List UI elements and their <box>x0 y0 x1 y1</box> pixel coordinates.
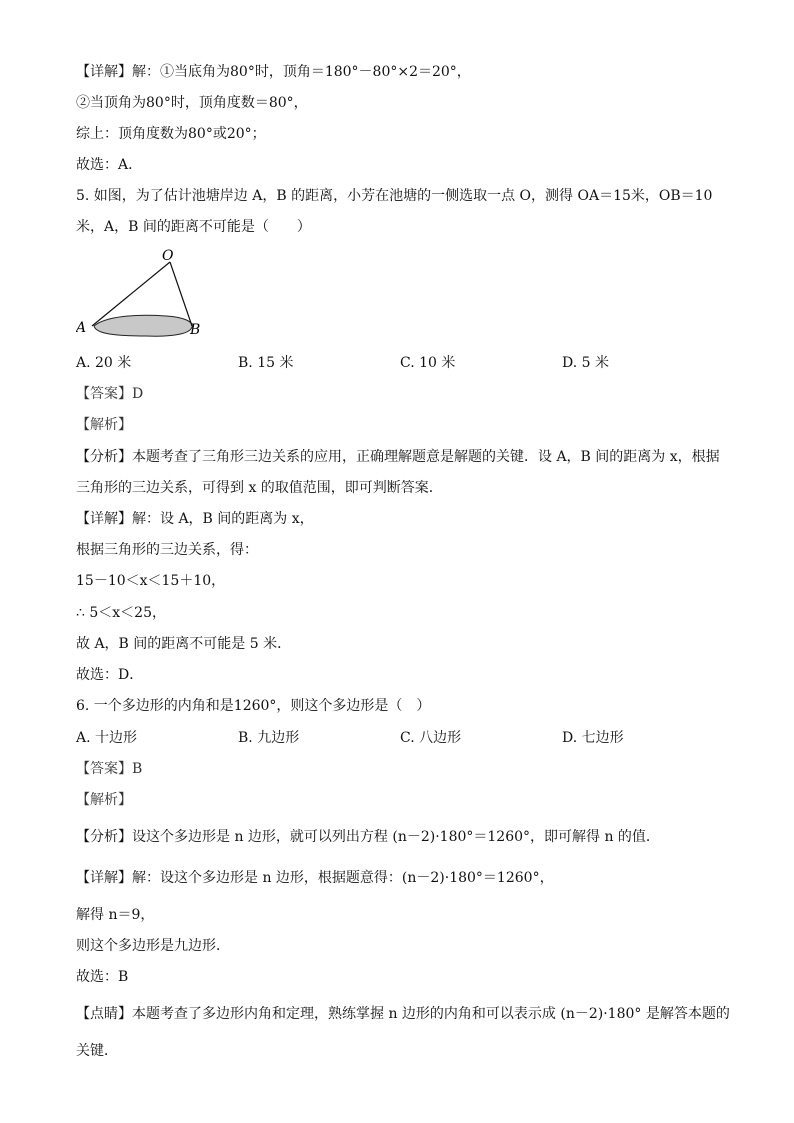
q5-option-b: B. 15 米 <box>238 355 294 371</box>
pond-shape <box>94 315 192 336</box>
q6-detail-line-3: 则这个多边形是九边形． <box>76 938 230 954</box>
q5-analysis-heading: 【解析】 <box>76 417 132 433</box>
q6-analysis-heading: 【解析】 <box>76 792 132 808</box>
q6-option-b: B. 九边形 <box>238 730 300 746</box>
q5-answer: 【答案】D <box>76 386 144 402</box>
q5-option-c: C. 10 米 <box>400 355 456 371</box>
q5-analysis-line-1: 【分析】本题考查了三角形三边关系的应用，正确理解题意是解题的关键．设 A，B 间的距离为 x，根据 <box>76 449 720 465</box>
pond-figure <box>76 248 216 343</box>
q5-stem-line-1: 5. 如图，为了估计池塘岸边 A，B 的距离，小芳在池塘的一侧选取一点 O，测得 OA＝15米，OB＝10 <box>76 188 713 204</box>
q4-choice: 故选：A． <box>76 157 143 173</box>
q5-detail-line-4: ∴ 5＜x＜25， <box>76 605 166 621</box>
q4-detail-line-2: ②当顶角为80°时，顶角度数＝80°， <box>76 95 308 111</box>
q5-detail-line-3: 15－10＜x＜15＋10， <box>76 573 226 589</box>
q4-detail-line-1: 【详解】解：①当底角为80°时，顶角＝180°－80°×2＝20°， <box>76 64 471 80</box>
q5-option-d: D. 5 米 <box>562 355 609 371</box>
q5-analysis-line-2: 三角形的三边关系，可得到 x 的取值范围，即可判断答案． <box>76 480 443 496</box>
q5-detail-line-2: 根据三角形的三边关系，得： <box>76 542 258 558</box>
q6-option-d: D. 七边形 <box>562 730 624 746</box>
q6-option-a: A. 十边形 <box>76 730 138 746</box>
label-a: A <box>76 320 87 336</box>
q6-option-c: C. 八边形 <box>400 730 462 746</box>
label-o: O <box>162 248 174 264</box>
q6-detail-line-2: 解得 n＝9， <box>76 907 155 923</box>
q6-stem: 6. 一个多边形的内角和是1260°，则这个多边形是（ ） <box>76 698 431 714</box>
q5-detail-line-5: 故 A，B 间的距离不可能是 5 米． <box>76 636 292 652</box>
q6-detail-line-1: 【详解】解：设这个多边形是 n 边形，根据题意得：(n－2)·180°＝1260°， <box>76 870 554 886</box>
q6-analysis-line: 【分析】设这个多边形是 n 边形，就可以列出方程 (n－2)·180°＝1260°，即可解得 n 的值． <box>76 829 660 845</box>
q4-summary: 综上：顶角度数为80°或20°； <box>76 126 266 142</box>
label-b: B <box>190 322 201 338</box>
q5-detail-line-1: 【详解】解：设 A，B 间的距离为 x， <box>76 511 314 527</box>
q6-answer: 【答案】B <box>76 761 143 777</box>
q6-detail-line-4: 故选：B <box>76 969 129 985</box>
q6-comment-line-1: 【点睛】本题考查了多边形内角和定理，熟练掌握 n 边形的内角和可以表示成 (n－2)·180° 是解答本题的 <box>76 1006 730 1022</box>
q5-option-a: A. 20 米 <box>76 355 132 371</box>
q5-stem-line-2: 米，A，B 间的距离不可能是（ ） <box>76 219 311 235</box>
q5-detail-line-6: 故选：D． <box>76 667 144 683</box>
q6-comment-line-2: 关键． <box>76 1043 118 1059</box>
